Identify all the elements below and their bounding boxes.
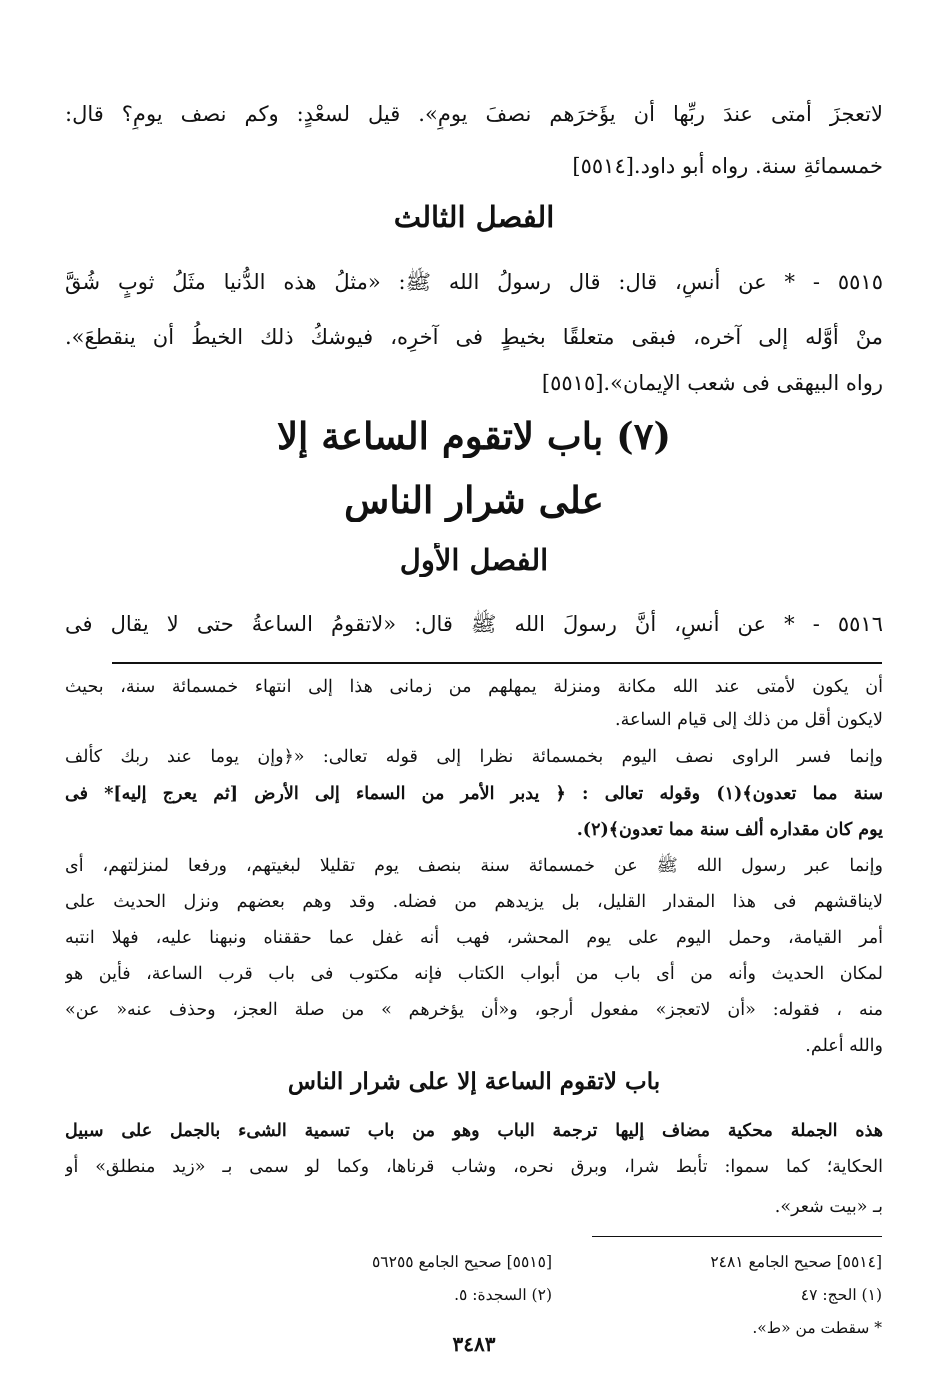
commentary-p3-line-5: منه ، فقوله: «أن لاتعجز» مفعول أرجو، و«أن يؤخرهم » من صلة العجز، وحذف عنه« عن»: [65, 1000, 883, 1020]
chapter-heading-line-1: (٧) باب لاتقوم الساعة إلا: [276, 414, 672, 458]
footnote-left-1: [٥٥١٥] صحيح الجامع ٥٦٢٥٥: [371, 1253, 552, 1271]
commentary-p3-line-1: وإنما عبر رسول الله ﷺ عن خمسمائة سنة بنصف يوم تقليلا لبغيتهم، ورفعا لمنزلتهم، أى: [65, 856, 883, 876]
commentary-p2-line-1: وإنما فسر الراوى نصف اليوم بخمسمائة نظرا إلى قوله تعالى: «﴿وإن يوما عند ربك كألف: [65, 747, 883, 767]
hadith-5516-line-1: ٥٥١٦ - * عن أنسٍ، أنَّ رسولَ الله ﷺ قال: «لاتقومُ الساعةُ حتى لا يقال فى: [65, 612, 883, 636]
hadith-5514-line-2: خمسمائةِ سنة. رواه أبو داود.[٥٥١٤]: [572, 154, 883, 178]
footnote-right-3: * سقطت من «ط».: [752, 1319, 882, 1337]
footnote-right-2: (١) الحج: ٤٧: [800, 1286, 882, 1304]
hadith-5515-line-3: رواه البيهقى فى شعب الإيمان».[٥٥١٥]: [541, 371, 883, 395]
commentary-p4-line-3: بـ «بيت شعر».: [774, 1197, 883, 1217]
commentary-p3-line-6: والله أعلم.: [805, 1036, 883, 1056]
commentary-p3-line-4: لمكان الحديث وأنه من أى باب من أبواب الكتاب فإنه مكتوب فى باب قرب الساعة، فأين هو: [65, 964, 883, 984]
section-one-heading: الفصل الأول: [399, 543, 549, 577]
commentary-separator: [112, 662, 882, 664]
commentary-p1-line-1: أن يكون لأمتى عند الله مكانة ومنزلة يمهلهم من زمانى هذا إلى انتهاء خمسمائة سنة، بحيث: [65, 677, 883, 697]
hadith-5514-line-1: لاتعجزَ أمتى عندَ ربِّها أن يؤَخرَهم نصفَ يومٍ». قيل لسعْدٍ: وكم نصف يومٍ؟ قال:: [65, 102, 883, 126]
footnote-left-2: (٢) السجدة: ٥.: [454, 1286, 552, 1304]
hadith-5515-line-1: ٥٥١٥ - * عن أنسٍ، قال: قال رسولُ الله ﷺ: «مثلُ هذه الدُّنيا مثَلُ ثوبٍ شُقَّ: [65, 270, 883, 294]
commentary-p4-line-2: الحكاية؛ كما سموا: تأبط شرا، وبرق نحره، وشاب قرناها، وكما لو سمى بـ «زيد منطلق» أو: [65, 1157, 883, 1177]
commentary-p4-line-1: هذه الجملة محكية مضاف إليها ترجمة الباب وهو من باب تسمية الشىء بالجمل على سبيل: [65, 1121, 883, 1141]
chapter-heading-line-2: على شرار الناس: [344, 478, 604, 522]
hadith-5515-line-2: منْ أوَّله إلى آخره، فبقى متعلقًا بخيطٍ فى آخرِه، فيوشكُ ذلك الخيطُ أن ينقطعَ».: [65, 325, 883, 349]
commentary-p2-line-2: سنة مما تعدون﴾(١) وقوله تعالى : ﴿ يدبر الأمر من السماء إلى الأرض [ثم يعرج إليه]* فى: [65, 784, 883, 804]
commentary-p2-line-3: يوم كان مقداره ألف سنة مما تعدون﴾(٢).: [576, 820, 883, 840]
footnote-right-1: [٥٥١٤] صحيح الجامع ٢٤٨١: [710, 1253, 882, 1271]
commentary-heading: باب لاتقوم الساعة إلا على شرار الناس: [287, 1068, 661, 1095]
commentary-p3-line-3: أمر القيامة، وحمل اليوم على يوم المحشر، فهب أنه غفل عما حققناه ونبهنا عليه، فهلا انتبه: [65, 928, 883, 948]
section-three-heading: الفصل الثالث: [393, 200, 555, 234]
page-number: ٣٤٨٣: [452, 1332, 496, 1356]
commentary-p1-line-2: لايكون أقل من ذلك إلى قيام الساعة.: [615, 710, 883, 730]
footnote-separator: [592, 1236, 882, 1237]
commentary-p3-line-2: لايناقشهم فى هذا المقدار القليل، بل يزيدهم من فضله. وقد وهم بعضهم ونزل الحديث على: [65, 892, 883, 912]
